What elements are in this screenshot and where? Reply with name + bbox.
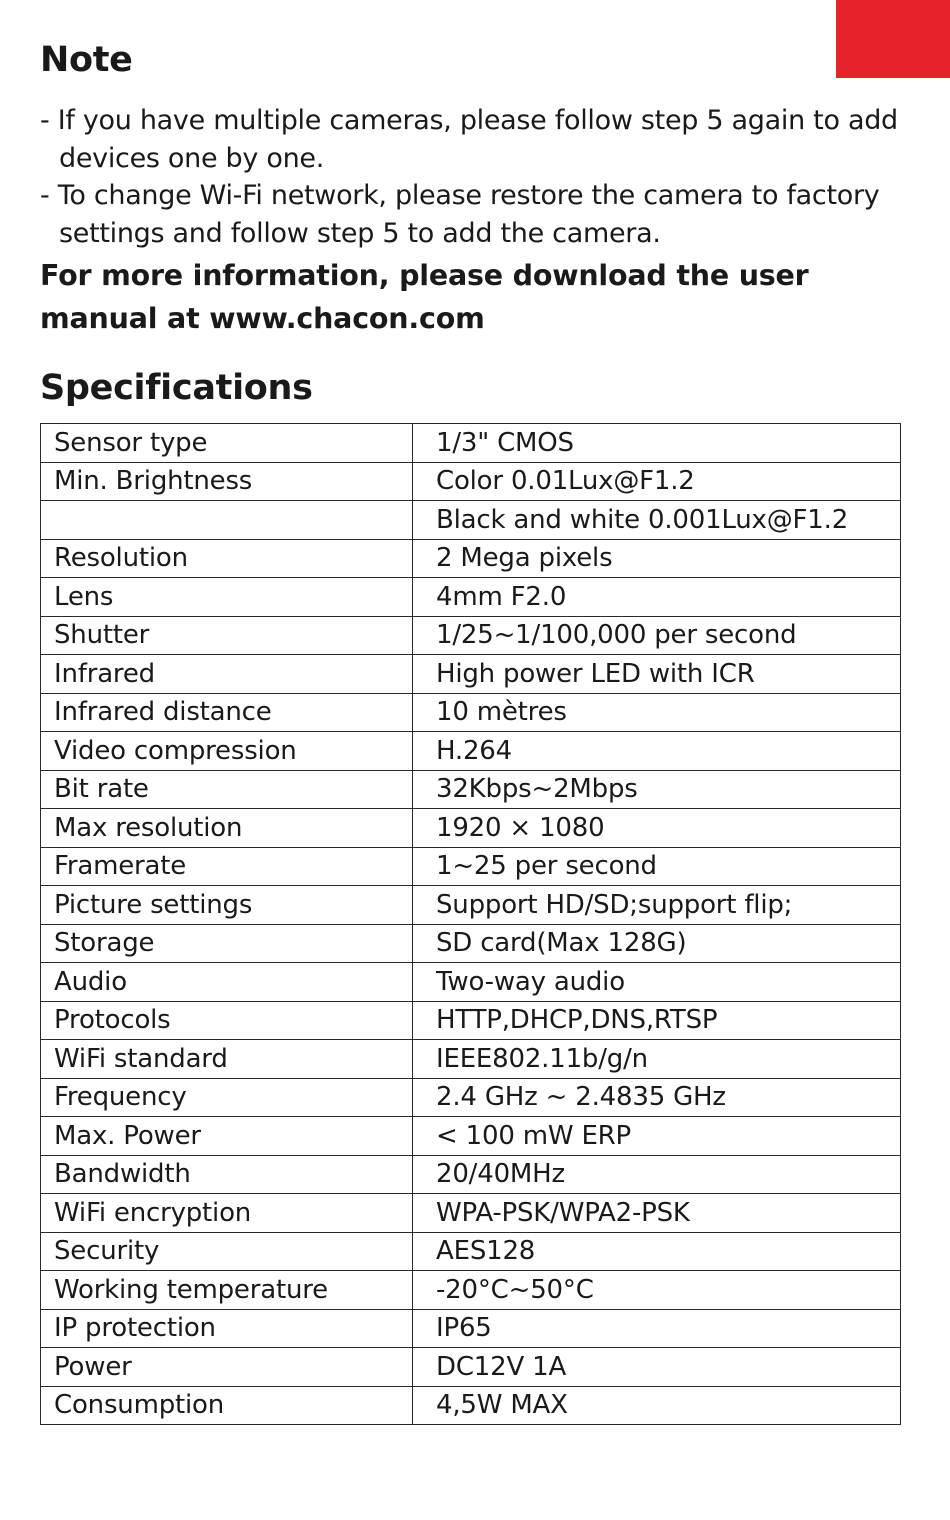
spec-value: 2.4 GHz ~ 2.4835 GHz bbox=[413, 1078, 901, 1117]
table-row bbox=[41, 1078, 901, 1117]
table-row bbox=[41, 1232, 901, 1271]
spec-label bbox=[41, 501, 413, 540]
spec-label: Shutter bbox=[41, 616, 413, 655]
spec-value: 4,5W MAX bbox=[413, 1386, 901, 1425]
table-row bbox=[41, 501, 901, 540]
spec-value: Support HD/SD;support flip; bbox=[413, 886, 901, 925]
table-row bbox=[41, 1271, 901, 1310]
table-row bbox=[41, 732, 901, 771]
spec-label: Working temperature bbox=[41, 1271, 413, 1310]
red-corner-tab bbox=[836, 0, 950, 78]
spec-value: Color 0.01Lux@F1.2 bbox=[413, 462, 901, 501]
spec-value: < 100 mW ERP bbox=[413, 1117, 901, 1156]
table-row bbox=[41, 693, 901, 732]
spec-label: WiFi encryption bbox=[41, 1194, 413, 1233]
spec-label: Sensor type bbox=[41, 424, 413, 463]
spec-value: 4mm F2.0 bbox=[413, 578, 901, 617]
spec-value: SD card(Max 128G) bbox=[413, 924, 901, 963]
table-row bbox=[41, 924, 901, 963]
spec-value: 2 Mega pixels bbox=[413, 539, 901, 578]
spec-value: HTTP,DHCP,DNS,RTSP bbox=[413, 1001, 901, 1040]
spec-label: Picture settings bbox=[41, 886, 413, 925]
spec-label: WiFi standard bbox=[41, 1040, 413, 1079]
spec-value: 20/40MHz bbox=[413, 1155, 901, 1194]
spec-value: DC12V 1A bbox=[413, 1348, 901, 1387]
spec-value: High power LED with ICR bbox=[413, 655, 901, 694]
spec-label: Max resolution bbox=[41, 809, 413, 848]
table-row bbox=[41, 1194, 901, 1233]
spec-label: Infrared bbox=[41, 655, 413, 694]
spec-value: IEEE802.11b/g/n bbox=[413, 1040, 901, 1079]
spec-label: Bandwidth bbox=[41, 1155, 413, 1194]
table-row bbox=[41, 578, 901, 617]
spec-value: WPA-PSK/WPA2-PSK bbox=[413, 1194, 901, 1233]
spec-label: Min. Brightness bbox=[41, 462, 413, 501]
spec-value: 32Kbps~2Mbps bbox=[413, 770, 901, 809]
spec-value: IP65 bbox=[413, 1309, 901, 1348]
table-row bbox=[41, 963, 901, 1002]
spec-label: Resolution bbox=[41, 539, 413, 578]
table-row bbox=[41, 616, 901, 655]
spec-label: Storage bbox=[41, 924, 413, 963]
spec-label: IP protection bbox=[41, 1309, 413, 1348]
spec-value: AES128 bbox=[413, 1232, 901, 1271]
table-row bbox=[41, 655, 901, 694]
spec-value: -20°C~50°C bbox=[413, 1271, 901, 1310]
spec-label: Power bbox=[41, 1348, 413, 1387]
spec-label: Max. Power bbox=[41, 1117, 413, 1156]
more-info-text: For more information, please download the user manual at www.chacon.com bbox=[40, 259, 809, 335]
spec-value: Black and white 0.001Lux@F1.2 bbox=[413, 501, 901, 540]
table-row bbox=[41, 539, 901, 578]
specifications-heading: Specifications bbox=[40, 368, 313, 408]
specifications-table bbox=[40, 423, 901, 1425]
note-item: - If you have multiple cameras, please follow step 5 again to add devices one by one. bbox=[40, 105, 898, 174]
spec-label: Security bbox=[41, 1232, 413, 1271]
table-row bbox=[41, 809, 901, 848]
spec-label: Frequency bbox=[41, 1078, 413, 1117]
table-row bbox=[41, 1117, 901, 1156]
table-row bbox=[41, 1348, 901, 1387]
table-row bbox=[41, 1386, 901, 1425]
spec-label: Lens bbox=[41, 578, 413, 617]
spec-label: Audio bbox=[41, 963, 413, 1002]
spec-value: 10 mètres bbox=[413, 693, 901, 732]
spec-label: Video compression bbox=[41, 732, 413, 771]
table-row bbox=[41, 1040, 901, 1079]
note-list bbox=[40, 102, 902, 252]
spec-label: Protocols bbox=[41, 1001, 413, 1040]
table-row bbox=[41, 847, 901, 886]
table-row bbox=[41, 462, 901, 501]
table-row bbox=[41, 886, 901, 925]
spec-value: 1~25 per second bbox=[413, 847, 901, 886]
spec-value: Two-way audio bbox=[413, 963, 901, 1002]
table-row bbox=[41, 1155, 901, 1194]
table-row bbox=[41, 770, 901, 809]
spec-value: H.264 bbox=[413, 732, 901, 771]
spec-value: 1/3" CMOS bbox=[413, 424, 901, 463]
table-row bbox=[41, 424, 901, 463]
note-heading: Note bbox=[40, 40, 133, 80]
spec-label: Infrared distance bbox=[41, 693, 413, 732]
spec-value: 1/25~1/100,000 per second bbox=[413, 616, 901, 655]
table-row bbox=[41, 1001, 901, 1040]
spec-value: 1920 × 1080 bbox=[413, 809, 901, 848]
note-item: - To change Wi-Fi network, please restore the camera to factory settings and follow step 5 to add the camera. bbox=[40, 180, 880, 249]
spec-label: Bit rate bbox=[41, 770, 413, 809]
table-row bbox=[41, 1309, 901, 1348]
spec-label: Consumption bbox=[41, 1386, 413, 1425]
spec-label: Framerate bbox=[41, 847, 413, 886]
